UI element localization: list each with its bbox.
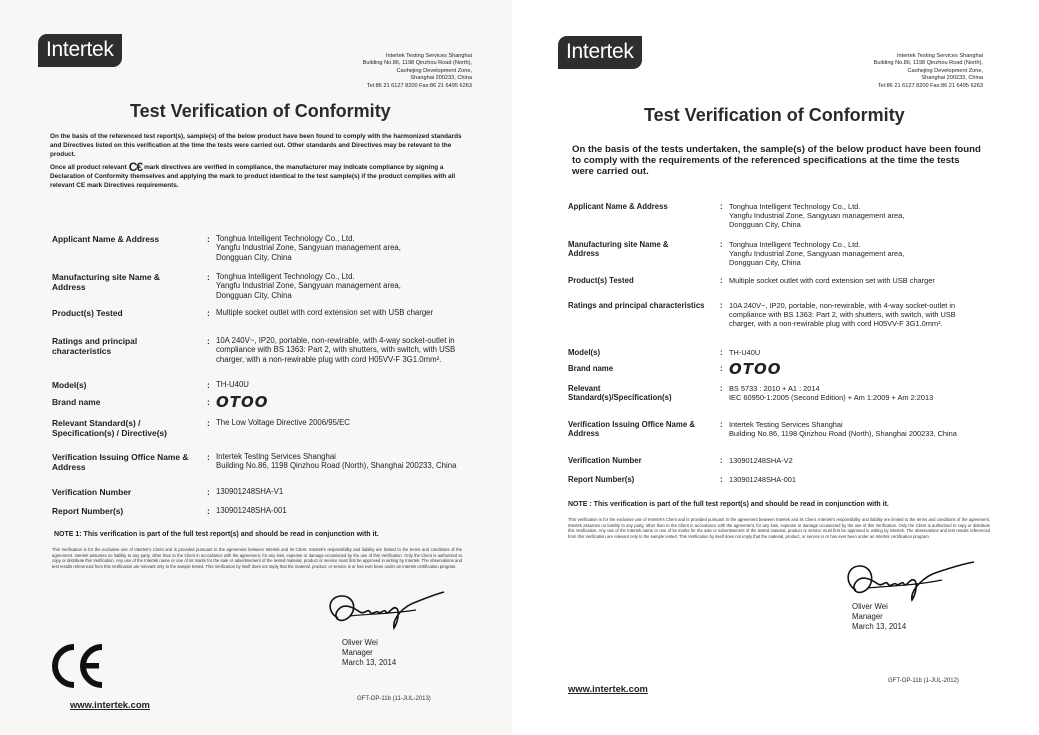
field-value: Multiple socket outlet with cord extension set with USB charger — [216, 308, 434, 317]
field-value: 130901248SHA-001 — [216, 506, 287, 515]
address-line: Building No.86, 1198 Qinzhou Road (North), — [873, 60, 983, 67]
field-value: The Low Voltage Directive 2006/95/EC — [216, 418, 350, 427]
signer-title: Manager — [852, 612, 883, 622]
address-line: Caohejing Development Zone, — [907, 67, 983, 74]
field-value: 130901248SHA-V1 — [216, 487, 284, 496]
brand-logo: OTOO — [216, 393, 269, 411]
field-label: Brand name — [568, 364, 614, 373]
field-label: Manufacturing site Name & Address — [568, 240, 669, 259]
field-label: Brand name — [52, 397, 101, 407]
signature-image — [320, 588, 450, 630]
field-value: TH-U40U — [729, 348, 761, 357]
document-title: Test Verification of Conformity — [644, 105, 905, 125]
field-label: Verification Number — [52, 487, 132, 497]
field-value: 10A 240V~, IP20, portable, non-rewirable, with 4-way socket-outlet in compliance with BS 1363: Part 2, with shutters, with switch, with USB charger, with a non-rewirable plug with cord H05VV-F 3G1.0mm². — [216, 336, 456, 364]
ce-mark-icon — [50, 643, 106, 689]
field-value: BS 5733 : 2010 + A1 : 2014 IEC 60950-1:2005 (Second Edition) + Am 1:2009 + Am 2:2013 — [729, 384, 934, 403]
field-label: Report Number(s) — [52, 506, 124, 516]
certificate-page-left: Intertek Intertek Testing Services Shanghai Building No.86, 1198 Qinzhou Road (North), Caohejing Development Zone, Shanghai 200233, China Tel:86 21 6127 8200 Fax:86 21 6495 6263 Test Verification of Conformity On the basis of the referenced test report(s), sample(s) of the below product have been found to comply with the harmonized standards and Directives listed on this verification at the time the tests were carried out. Other standards and Directives may be relevant to the product. Once all product relevant C€ mark directives are verified in compliance, the manufacturer may indicate compliance by signing a Declaration of Conformity themselves and applying the mark to product identical to the test sample(s) if the product complies with all relevant CE mark Directives requirements. Applicant Name & Address : Tonghua Intelligent Technology Co., Ltd. Yangfu Industrial Zone, Sangyuan management area, Dongguan City, China Manufacturing site Name & Address : Tonghua Intelligent Technology Co., Ltd. Yangfu Industrial Zone, Sangyuan management area, Dongguan City, China Product(s) Tested : Multiple socket outlet with cord extension set with USB charger Ratings and principal characteristics : 10A 240V~, IP20, portable, non-rewirable, with 4-way socket-outlet in compliance with BS 1363: Part 2, with shutters, with switch, with USB charger, with a non-rewirable plug with cord H05VV-F 3G1.0mm². Model(s) : TH-U40U Brand name : OTOO Relevant Standard(s) / Specification(s) / Directive(s) : The Low Voltage Directive 2006/95/EC Verification Issuing Office Name & Address : Intertek Testing Services Shanghai Building No.86, 1198 Qinzhou Road (North), Shanghai 200233, China Verification Number : 130901248SHA-V1 Report Number(s) : 130901248SHA-001 NOTE 1: This verification is part of the full test report(s) and should be read in conjunction with it. This Verification is for the exclusive use of Intertek's Client and is provided pursuant to the agreement between Intertek and its Client. Intertek's responsibility and liability are limited to the terms and conditions of the agreement. Intertek assumes no liability to any party, other than to the Client in accordance with the agreement, for any loss, expense or damage occasioned by the use of this Verification. Only the Client is authorized to copy or distribute this Verification. Any use of the Intertek name or one of its marks for the sale or advertisement of the tested material, product or service must first be approved in writing by Intertek. The observations and test results referenced from this Verification are relevant only to the sample tested. This Verification by itself does not imply that the material, product, or service is or has ever been under an Intertek certification program. Oliver Wei Manager March 13, 2014 www.intertek.com GFT-OP-11b (11-JUL-2013) — [0, 0, 512, 735]
field-value: TH-U40U — [216, 380, 249, 389]
field-value: 130901248SHA-V2 — [729, 456, 793, 465]
field-label: Ratings and principal characteristics — [568, 301, 705, 310]
signer-date: March 13, 2014 — [342, 658, 397, 668]
form-number: GFT-OP-11b (1-JUL-2012) — [888, 678, 959, 684]
address-line: Caohejing Development Zone, — [396, 67, 472, 74]
field-label: Report Number(s) — [568, 475, 635, 484]
intro-paragraph: On the basis of the referenced test report(s), sample(s) of the below product have been found to comply with the harmonized standards and Directives listed on this verification at the time the tests were carried out. Other standards and Directives may be relevant to the product. — [50, 133, 462, 158]
field-label: Verification Issuing Office Name & Address — [52, 452, 189, 472]
address-line: Tel:86 21 6127 8200 Fax:86 21 6495 6263 — [366, 82, 472, 89]
signer-block — [342, 638, 396, 669]
signer-date: March 13, 2014 — [852, 622, 907, 632]
field-label: Applicant Name & Address — [52, 234, 160, 244]
field-value: 130901248SHA-001 — [729, 475, 796, 484]
field-label: Applicant Name & Address — [568, 202, 668, 211]
field-label: Ratings and principal characteristics — [52, 336, 138, 356]
form-number: GFT-OP-11b (11-JUL-2013) — [357, 696, 431, 702]
website-link[interactable]: www.intertek.com — [70, 699, 150, 710]
field-value: Multiple socket outlet with cord extension set with USB charger — [729, 276, 935, 285]
address-line: Tel:86 21 6127 8200 Fax:86 21 6495 6263 — [877, 82, 983, 89]
address-line: Shanghai 200233, China — [410, 75, 472, 82]
field-value: Tonghua Intelligent Technology Co., Ltd. Yangfu Industrial Zone, Sangyuan management area, Dongguan City, China — [216, 272, 401, 300]
legal-disclaimer: This Verification is for the exclusive use of Intertek's Client and is provided pursuant to the agreement between Intertek and its Client. Intertek's responsibility and liability are limited to the terms and conditions of the agreement. Intertek assumes no liability to any party, other than to the Client in accordance with the agreement, for any loss, expense or damage occasioned by the use of this Verification. Only the Client is authorized to copy or distribute this Verification. Any use of the Intertek name or one of its marks for the sale or advertisement of the tested material, product or service must first be approved in writing by Intertek. The observations and test results referenced from this Verification are relevant only to the sample tested. This Verification by itself does not imply that the material, product, or service is or has ever been under an Intertek certification program. — [52, 547, 462, 569]
field-label: Relevant Standard(s) / Specification(s) / Directive(s) — [52, 418, 167, 438]
intro-text: On the basis of the tests undertaken, the sample(s) of the below product have been found to comply with the requirements of the referenced specifications at the time the tests were carried out. — [572, 144, 981, 177]
website-link[interactable]: www.intertek.com — [568, 683, 648, 694]
document-title: Test Verification of Conformity — [130, 101, 391, 121]
address-line: Intertek Testing Services Shanghai — [896, 53, 983, 59]
signer-title: Manager — [342, 648, 373, 658]
field-value: Tonghua Intelligent Technology Co., Ltd. Yangfu Industrial Zone, Sangyuan management area, Dongguan City, China — [729, 202, 905, 230]
signer-name: Oliver Wei — [852, 602, 888, 611]
legal-disclaimer: This Verification is for the exclusive use of Intertek's Client and is provided pursuant to the agreement between Intertek and its Client. Intertek's responsibility and liability are limited to the terms and conditions of the agreement. Intertek assumes no liability to any party, other than to the Client in accordance with the agreement, for any loss, expense or damage occasioned by the use of this Verification. Only the Client is authorized to copy or distribute this Verification. Any use of the Intertek name or one of its marks for the sale or advertisement of the tested material, product or service must first be approved in writing by Intertek. The observations and test results referenced from this Verification are relevant only to the sample tested. This Verification by itself does not imply that the material, product, or service is or has ever been under an Intertek certification program. — [568, 517, 990, 539]
field-label: Model(s) — [568, 348, 601, 357]
signature-image — [838, 558, 978, 604]
field-label: Manufacturing site Name & Address — [52, 272, 160, 292]
address-line: Intertek Testing Services Shanghai — [385, 53, 472, 59]
intro-text — [50, 132, 462, 194]
intertek-logo: Intertek — [558, 36, 642, 69]
field-label: Model(s) — [52, 380, 87, 390]
field-value: 10A 240V~, IP20, portable, non-rewirable, with 4-way socket-outlet in compliance with BS 1363: Part 2, with shutters, with switch, with USB charger, with a non-rewirable plug with cord H05VV-F 3G1.0mm². — [729, 301, 956, 329]
field-value: Intertek Testing Services Shanghai Building No.86, 1198 Qinzhou Road (North), Shanghai 200233, China — [729, 420, 957, 439]
field-label: Verification Number — [568, 456, 642, 465]
intertek-logo: Intertek — [38, 34, 122, 67]
verification-note: NOTE : This verification is part of the full test report(s) and should be read in conjunction with it. — [568, 501, 889, 508]
office-address — [874, 53, 983, 90]
signer-block — [852, 602, 906, 633]
field-value: Tonghua Intelligent Technology Co., Ltd. Yangfu Industrial Zone, Sangyuan management area, Dongguan City, China — [216, 234, 401, 262]
field-label: Relevant Standard(s)/Specification(s) — [568, 384, 672, 403]
address-line: Building No.86, 1198 Qinzhou Road (North), — [362, 60, 472, 67]
office-address — [363, 53, 472, 90]
brand-logo: OTOO — [729, 360, 782, 378]
field-value: Intertek Testing Services Shanghai Building No.86, 1198 Qinzhou Road (North), Shanghai 200233, China — [216, 452, 457, 471]
verification-note: NOTE 1: This verification is part of the full test report(s) and should be read in conjunction with it. — [54, 531, 379, 538]
field-label: Product(s) Tested — [52, 308, 123, 318]
page-divider — [512, 0, 520, 735]
intro-paragraph: Once all product relevant C€ mark directives are verified in compliance, the manufacturer may indicate compliance by signing a Declaration of Conformity themselves and applying the mark to product identical to the test sample(s) if the product complies with all relevant CE mark Directives requirements. — [50, 160, 456, 189]
signer-name: Oliver Wei — [342, 638, 378, 647]
field-label: Verification Issuing Office Name & Address — [568, 420, 695, 439]
ce-mark-icon: C€ — [128, 160, 143, 174]
field-value: Tonghua Intelligent Technology Co., Ltd. Yangfu Industrial Zone, Sangyuan management area, Dongguan City, China — [729, 240, 905, 268]
certificate-page-right: Intertek Intertek Testing Services Shanghai Building No.86, 1198 Qinzhou Road (North), Caohejing Development Zone, Shanghai 200233, China Tel:86 21 6127 8200 Fax:86 21 6495 6263 Test Verification of Conformity On the basis of the tests undertaken, the sample(s) of the below product have been found to comply with the requirements of the referenced specifications at the time the tests were carried out. Applicant Name & Address : Tonghua Intelligent Technology Co., Ltd. Yangfu Industrial Zone, Sangyuan management area, Dongguan City, China Manufacturing site Name & Address : Tonghua Intelligent Technology Co., Ltd. Yangfu Industrial Zone, Sangyuan management area, Dongguan City, China Product(s) Tested : Multiple socket outlet with cord extension set with USB charger Ratings and principal characteristics : 10A 240V~, IP20, portable, non-rewirable, with 4-way socket-outlet in compliance with BS 1363: Part 2, with shutters, with switch, with USB charger, with a non-rewirable plug with cord H05VV-F 3G1.0mm². Model(s) : TH-U40U Brand name : OTOO Relevant Standard(s)/Specification(s) : BS 5733 : 2010 + A1 : 2014 IEC 60950-1:2005 (Second Edition) + Am 1:2009 + Am 2:2013 Verification Issuing Office Name & Address : Intertek Testing Services Shanghai Building No.86, 1198 Qinzhou Road (North), Shanghai 200233, China Verification Number : 130901248SHA-V2 Report Number(s) : 130901248SHA-001 NOTE : This verification is part of the full test report(s) and should be read in conjunction with it. This Verification is for the exclusive use of Intertek's Client and is provided pursuant to the agreement between Intertek and its Client. Intertek's responsibility and liability are limited to the terms and conditions of the agreement. Intertek assumes no liability to any party, other than to the Client in accordance with the agreement, for any loss, expense or damage occasioned by the use of this Verification. Only the Client is authorized to copy or distribute this Verification. Any use of the Intertek name or one of its marks for the sale or advertisement of the tested material, product or service must first be approved in writing by Intertek. The observations and test results referenced from this Verification are relevant only to the sample tested. This Verification by itself does not imply that the material, product, or service is or has ever been under an Intertek certification program. Oliver Wei Manager March 13, 2014 www.intertek.com GFT-OP-11b (1-JUL-2012) — [520, 0, 1039, 735]
field-label: Product(s) Tested — [568, 276, 634, 285]
address-line: Shanghai 200233, China — [921, 75, 983, 82]
